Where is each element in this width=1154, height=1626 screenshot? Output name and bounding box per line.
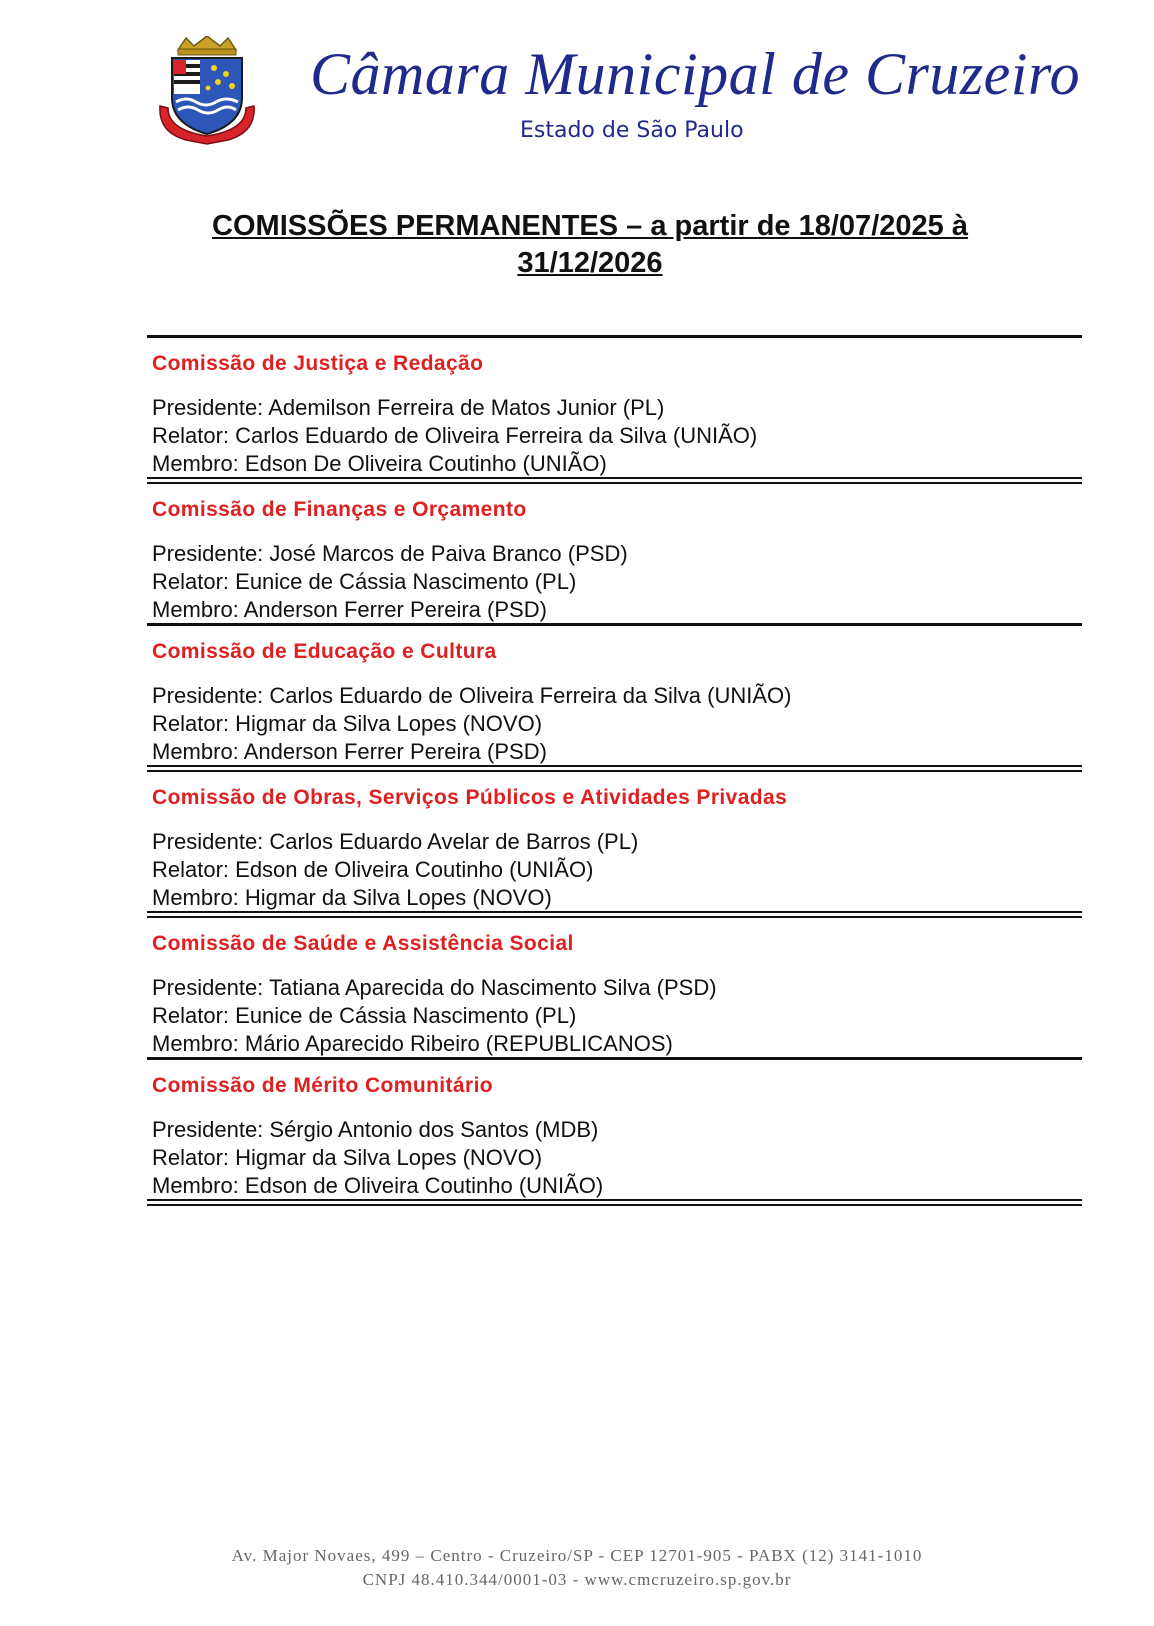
institution-name: Câmara Municipal de Cruzeiro: [310, 41, 1081, 107]
committee-rapporteur: Relator: Carlos Eduardo de Oliveira Ferreira da Silva (UNIÃO): [152, 423, 758, 448]
committee-rapporteur: Relator: Higmar da Silva Lopes (NOVO): [152, 1145, 543, 1170]
document-title-line1: COMISSÕES PERMANENTES – a partir de 18/07/2025 à: [212, 210, 968, 242]
letterhead: [0, 0, 1154, 160]
committee-president: Presidente: Carlos Eduardo Avelar de Barros (PL): [152, 829, 639, 854]
committee-member: Membro: Higmar da Silva Lopes (NOVO): [152, 885, 552, 910]
committee-title: Comissão de Finanças e Orçamento: [152, 498, 527, 521]
committee-president: Presidente: Carlos Eduardo de Oliveira Ferreira da Silva (UNIÃO): [152, 683, 792, 708]
committees-list: [147, 335, 1082, 1206]
committee-title: Comissão de Justiça e Redação: [152, 352, 484, 375]
committee-president: Presidente: Sérgio Antonio dos Santos (MDB): [152, 1117, 599, 1142]
committee-title: Comissão de Educação e Cultura: [152, 640, 497, 663]
document-title: [140, 208, 1040, 282]
committee-president: Presidente: Ademilson Ferreira de Matos Junior (PL): [152, 395, 665, 420]
committee-rapporteur: Relator: Higmar da Silva Lopes (NOVO): [152, 711, 543, 736]
committee-rapporteur: Relator: Eunice de Cássia Nascimento (PL): [152, 1003, 577, 1028]
committee-rapporteur: Relator: Eunice de Cássia Nascimento (PL): [152, 569, 577, 594]
committee-member: Membro: Mário Aparecido Ribeiro (REPUBLICANOS): [152, 1031, 673, 1056]
footer-cnpj-website: CNPJ 48.410.344/0001-03 - www.cmcruzeiro.sp.gov.br: [362, 1570, 792, 1589]
section-divider: [147, 911, 1082, 918]
section-divider: [147, 765, 1082, 772]
committee-financas-orcamento: [147, 484, 1082, 623]
committee-obras-servicos: [147, 772, 1082, 911]
committee-saude-assistencia: [147, 918, 1082, 1057]
footer-address: [0, 1544, 1154, 1592]
committee-member: Membro: Anderson Ferrer Pereira (PSD): [152, 739, 547, 764]
section-divider: [147, 1199, 1082, 1206]
committee-title: Comissão de Saúde e Assistência Social: [152, 932, 574, 955]
committee-member: Membro: Edson De Oliveira Coutinho (UNIÃO): [152, 451, 607, 476]
committee-president: Presidente: José Marcos de Paiva Branco (PSD): [152, 541, 628, 566]
committee-president: Presidente: Tatiana Aparecida do Nascimento Silva (PSD): [152, 975, 717, 1000]
committee-justica-redacao: [147, 338, 1082, 477]
committee-member: Membro: Edson de Oliveira Coutinho (UNIÃO): [152, 1173, 604, 1198]
footer-address-line: Av. Major Novaes, 499 – Centro - Cruzeiro/SP - CEP 12701-905 - PABX (12) 3141-1010: [231, 1546, 923, 1565]
section-divider: [147, 477, 1082, 484]
document-title-line2: 31/12/2026: [517, 247, 663, 279]
committee-educacao-cultura: [147, 626, 1082, 765]
committee-title: Comissão de Obras, Serviços Públicos e Atividades Privadas: [152, 786, 788, 809]
committee-rapporteur: Relator: Edson de Oliveira Coutinho (UNIÃO): [152, 857, 594, 882]
municipal-crest-icon: [156, 36, 258, 146]
committee-merito-comunitario: [147, 1060, 1082, 1199]
committee-title: Comissão de Mérito Comunitário: [152, 1074, 494, 1097]
state-name: Estado de São Paulo: [520, 118, 744, 143]
committee-member: Membro: Anderson Ferrer Pereira (PSD): [152, 597, 547, 622]
